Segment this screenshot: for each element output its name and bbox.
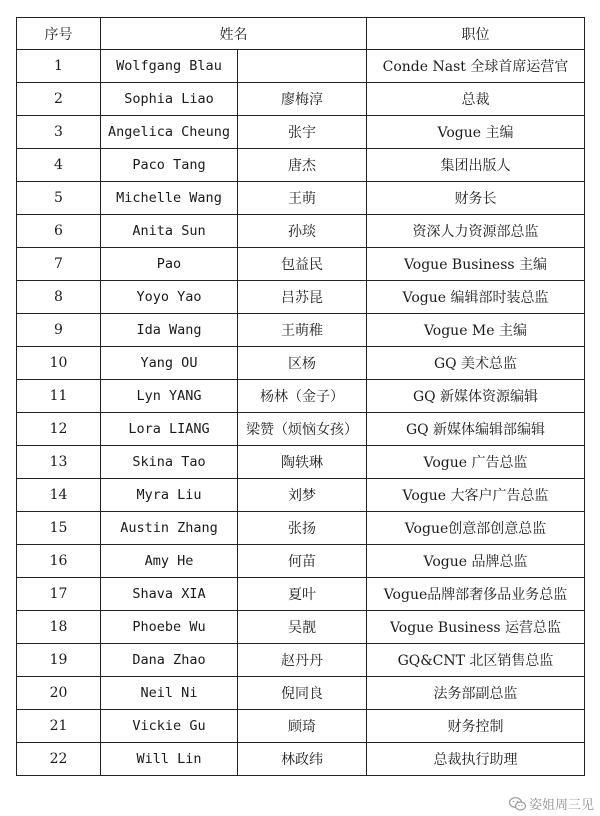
table-row	[17, 710, 585, 743]
cell-index: 10	[17, 347, 101, 380]
table-row	[17, 380, 585, 413]
cell-english-name: Lyn YANG	[101, 380, 238, 413]
table-row	[17, 281, 585, 314]
cell-english-name: Paco Tang	[101, 149, 238, 182]
cell-chinese-name: 夏叶	[238, 578, 367, 611]
cell-position: Vogue品牌部奢侈品业务总监	[367, 578, 585, 611]
cell-index: 12	[17, 413, 101, 446]
cell-index: 7	[17, 248, 101, 281]
cell-index: 17	[17, 578, 101, 611]
cell-english-name: Dana Zhao	[101, 644, 238, 677]
header-index: 序号	[17, 18, 101, 50]
cell-chinese-name: 何苗	[238, 545, 367, 578]
cell-english-name: Austin Zhang	[101, 512, 238, 545]
table-row	[17, 182, 585, 215]
cell-index: 1	[17, 50, 101, 83]
wechat-icon	[509, 797, 526, 811]
cell-chinese-name: 吴靓	[238, 611, 367, 644]
cell-position: Vogue Me 主编	[367, 314, 585, 347]
table-row	[17, 347, 585, 380]
cell-chinese-name: 刘梦	[238, 479, 367, 512]
cell-chinese-name: 王萌稚	[238, 314, 367, 347]
header-position: 职位	[367, 18, 585, 50]
cell-index: 16	[17, 545, 101, 578]
cell-position: Vogue Business 运营总监	[367, 611, 585, 644]
cell-position: Vogue创意部创意总监	[367, 512, 585, 545]
cell-position: 总裁执行助理	[367, 743, 585, 776]
cell-english-name: Pao	[101, 248, 238, 281]
table-row	[17, 314, 585, 347]
cell-chinese-name: 孙琰	[238, 215, 367, 248]
cell-chinese-name: 顾琦	[238, 710, 367, 743]
cell-index: 20	[17, 677, 101, 710]
cell-index: 5	[17, 182, 101, 215]
cell-chinese-name	[238, 50, 367, 83]
cell-chinese-name: 林政纬	[238, 743, 367, 776]
staff-table	[16, 17, 585, 776]
cell-index: 15	[17, 512, 101, 545]
cell-chinese-name: 梁赞（烦恼女孩）	[238, 413, 367, 446]
cell-english-name: Sophia Liao	[101, 83, 238, 116]
cell-position: Vogue Business 主编	[367, 248, 585, 281]
cell-position: Vogue 主编	[367, 116, 585, 149]
cell-chinese-name: 唐杰	[238, 149, 367, 182]
cell-index: 6	[17, 215, 101, 248]
cell-index: 4	[17, 149, 101, 182]
table-header-row	[17, 18, 585, 50]
cell-position: 法务部副总监	[367, 677, 585, 710]
table-row	[17, 116, 585, 149]
cell-index: 11	[17, 380, 101, 413]
cell-chinese-name: 张扬	[238, 512, 367, 545]
cell-chinese-name: 倪同良	[238, 677, 367, 710]
cell-english-name: Yang OU	[101, 347, 238, 380]
cell-position: GQ&CNT 北区销售总监	[367, 644, 585, 677]
table-body	[17, 50, 585, 776]
cell-english-name: Phoebe Wu	[101, 611, 238, 644]
cell-index: 8	[17, 281, 101, 314]
table-row	[17, 215, 585, 248]
cell-english-name: Anita Sun	[101, 215, 238, 248]
cell-english-name: Vickie Gu	[101, 710, 238, 743]
cell-position: Conde Nast 全球首席运营官	[367, 50, 585, 83]
cell-position: GQ 新媒体资源编辑	[367, 380, 585, 413]
cell-index: 21	[17, 710, 101, 743]
cell-index: 18	[17, 611, 101, 644]
header-name: 姓名	[101, 18, 367, 50]
watermark	[509, 794, 594, 813]
cell-position: 财务控制	[367, 710, 585, 743]
table-row	[17, 83, 585, 116]
cell-position: Vogue 广告总监	[367, 446, 585, 479]
watermark-text: 姿姐周三见	[528, 798, 594, 813]
table-row	[17, 50, 585, 83]
cell-english-name: Shava XIA	[101, 578, 238, 611]
cell-chinese-name: 廖梅淳	[238, 83, 367, 116]
cell-english-name: Will Lin	[101, 743, 238, 776]
table-row	[17, 578, 585, 611]
cell-english-name: Angelica Cheung	[101, 116, 238, 149]
cell-position: GQ 美术总监	[367, 347, 585, 380]
table-row	[17, 512, 585, 545]
cell-english-name: Ida Wang	[101, 314, 238, 347]
cell-position: GQ 新媒体编辑部编辑	[367, 413, 585, 446]
cell-index: 19	[17, 644, 101, 677]
cell-position: Vogue 编辑部时装总监	[367, 281, 585, 314]
cell-english-name: Myra Liu	[101, 479, 238, 512]
cell-position: 集团出版人	[367, 149, 585, 182]
cell-position: Vogue 大客户广告总监	[367, 479, 585, 512]
cell-english-name: Wolfgang Blau	[101, 50, 238, 83]
table-row	[17, 611, 585, 644]
cell-english-name: Neil Ni	[101, 677, 238, 710]
cell-index: 14	[17, 479, 101, 512]
table-row	[17, 149, 585, 182]
cell-position: Vogue 品牌总监	[367, 545, 585, 578]
cell-chinese-name: 区杨	[238, 347, 367, 380]
cell-english-name: Amy He	[101, 545, 238, 578]
cell-index: 13	[17, 446, 101, 479]
cell-index: 2	[17, 83, 101, 116]
table-row	[17, 446, 585, 479]
cell-position: 总裁	[367, 83, 585, 116]
cell-chinese-name: 王萌	[238, 182, 367, 215]
cell-index: 3	[17, 116, 101, 149]
cell-english-name: Lora LIANG	[101, 413, 238, 446]
cell-chinese-name: 张宇	[238, 116, 367, 149]
cell-chinese-name: 陶轶琳	[238, 446, 367, 479]
cell-index: 22	[17, 743, 101, 776]
table-row	[17, 479, 585, 512]
table-row	[17, 677, 585, 710]
cell-position: 财务长	[367, 182, 585, 215]
cell-chinese-name: 杨林（金子）	[238, 380, 367, 413]
cell-english-name: Skina Tao	[101, 446, 238, 479]
cell-index: 9	[17, 314, 101, 347]
cell-position: 资深人力资源部总监	[367, 215, 585, 248]
cell-english-name: Yoyo Yao	[101, 281, 238, 314]
cell-english-name: Michelle Wang	[101, 182, 238, 215]
cell-chinese-name: 赵丹丹	[238, 644, 367, 677]
table-row	[17, 248, 585, 281]
cell-chinese-name: 吕苏昆	[238, 281, 367, 314]
table-row	[17, 545, 585, 578]
table-row	[17, 743, 585, 776]
table-row	[17, 413, 585, 446]
table-row	[17, 644, 585, 677]
cell-chinese-name: 包益民	[238, 248, 367, 281]
